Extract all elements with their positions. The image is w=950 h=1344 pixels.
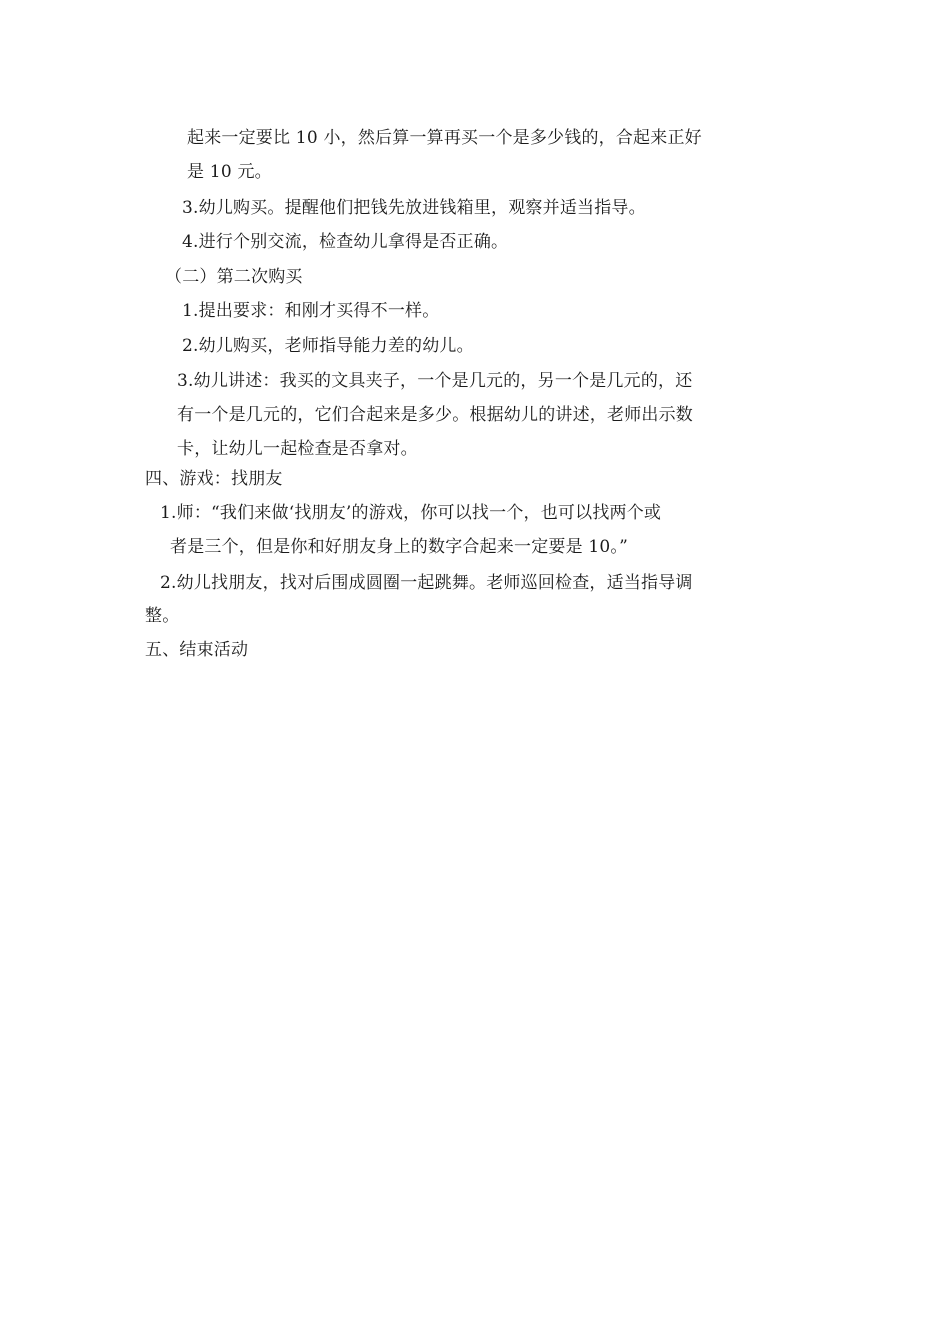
list-item: 3.幼儿购买。提醒他们把钱先放进钱箱里，观察并适当指导。 [182, 198, 646, 218]
list-item: 4.进行个别交流，检查幼儿拿得是否正确。 [182, 232, 509, 252]
paragraph-line: 是 10 元。 [187, 162, 272, 182]
paragraph-line: 卡，让幼儿一起检查是否拿对。 [177, 439, 418, 459]
section-heading: 五、结束活动 [145, 640, 249, 660]
paragraph-line: 有一个是几元的，它们合起来是多少。根据幼儿的讲述，老师出示数 [177, 405, 693, 425]
list-item: 3.幼儿讲述：我买的文具夹子，一个是几元的，另一个是几元的，还 [177, 371, 693, 391]
paragraph-line: 起来一定要比 10 小，然后算一算再买一个是多少钱的，合起来正好 [187, 128, 702, 148]
list-item: 2.幼儿购买，老师指导能力差的幼儿。 [182, 336, 474, 356]
paragraph-line: 整。 [145, 606, 180, 626]
paragraph-line: 者是三个，但是你和好朋友身上的数字合起来一定要是 10。” [170, 537, 629, 557]
list-item: 2.幼儿找朋友，找对后围成圆圈一起跳舞。老师巡回检查，适当指导调 [160, 573, 693, 593]
section-heading: （二）第二次购买 [165, 267, 303, 287]
list-item: 1.提出要求：和刚才买得不一样。 [182, 301, 440, 321]
section-heading: 四、游戏：找朋友 [145, 469, 283, 489]
list-item: 1.师：“我们来做‘找朋友’的游戏，你可以找一个，也可以找两个或 [160, 503, 662, 523]
